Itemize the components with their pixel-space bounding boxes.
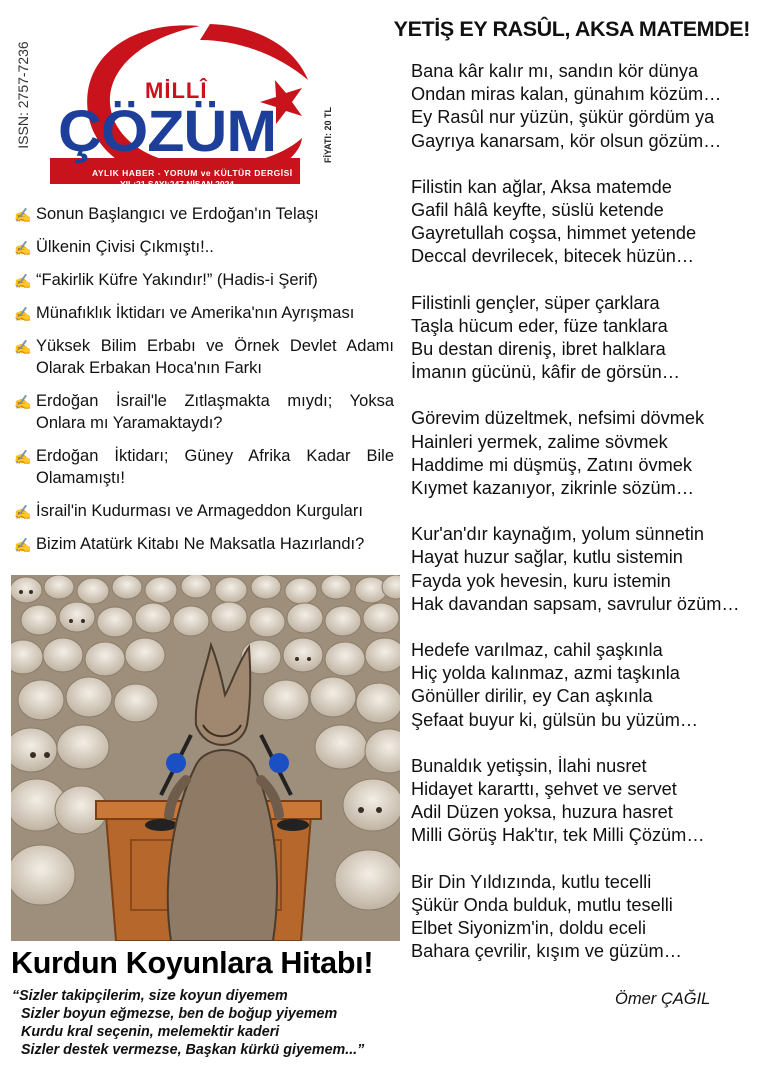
poem-line: Haddime mi düşmüş, Zatını övmek [411, 454, 692, 475]
pen-icon: ✍ [14, 339, 32, 355]
poem-line: Gayrıya kanarsam, kör olsun gözüm… [411, 130, 722, 151]
poem-line: Deccal devrilecek, bitecek hüzün… [411, 246, 695, 267]
contents-item: ✍ Ülkenin Çivisi Çıkmıştı!.. [14, 236, 394, 258]
pen-icon: ✍ [14, 240, 32, 256]
poem-line: Gayretullah coşsa, himmet yetende [411, 223, 697, 244]
pen-icon: ✍ [14, 207, 32, 223]
contents-item: ✍ Yüksek Bilim Erbabı ve Örnek Devlet Adamı Olarak Erbakan Hoca'nın Farkı [14, 337, 394, 377]
poem-line: Hak davandan sapsam, savrulur özüm… [411, 593, 740, 614]
price-label: FİYATI: 20 TL [323, 106, 333, 164]
poem-line: Şefaat buyur ki, gülsün bu yüzüm… [411, 709, 699, 730]
poem-line: Filistinli gençler, süper çarklara [411, 292, 660, 313]
poem-title: YETİŞ EY RASÛL, AKSA MATEMDE! [393, 17, 750, 41]
poem-line: Hainleri yermek, zalime sövmek [411, 431, 668, 452]
logo-top-word: MİLLÎ [145, 78, 208, 103]
logo-main-word: ÇÖZÜM [58, 99, 277, 164]
poem-line: Kıymet kazanıyor, zikrinle sözüm… [411, 478, 695, 499]
quote-line: Sizler boyun eğmezse, ben de boğup yiyemem [21, 1006, 338, 1022]
poem-stanza [411, 60, 756, 153]
logo-issue: YIL:21 SAYI:247 NİSAN 2024 [120, 179, 235, 189]
poem-body [411, 60, 756, 987]
logo-tagline: AYLIK HABER - YORUM ve KÜLTÜR DERGİSİ [92, 168, 293, 178]
contents-item: ✍ Erdoğan İsrail'le Zıtlaşmakta mıydı; Yoksa Onlara mı Yaramaktaydı? [14, 392, 394, 432]
pen-icon: ✍ [14, 306, 32, 322]
poem-author: Ömer ÇAĞIL [615, 990, 711, 1008]
poem-stanza [411, 292, 756, 385]
pen-icon: ✍ [14, 504, 32, 520]
contents-item: ✍ “Fakirlik Küfre Yakındır!” (Hadis-i Şerif) [14, 269, 394, 291]
poem-stanza [411, 755, 756, 848]
cover-headline: Kurdun Koyunlara Hitabı! [11, 946, 374, 980]
cover-illustration [11, 575, 400, 941]
quote-line: Sizler destek vermezse, Başkan kürkü giyemem...” [21, 1042, 365, 1058]
poem-line: Ey Rasûl nur yüzün, şükür gördüm ya [411, 107, 715, 128]
poem-stanza [411, 871, 756, 964]
poem-stanza [411, 639, 756, 732]
pen-icon: ✍ [14, 449, 32, 465]
issn-label: ISSN: 2757-7236 [15, 41, 31, 149]
poem-line: Fayda yok hevesin, kuru istemin [411, 570, 671, 591]
poem-line: Bahara çevrilir, kışım ve güzüm… [411, 941, 682, 962]
pen-icon: ✍ [14, 537, 32, 553]
poem-stanza [411, 523, 756, 616]
poem-line: Kur'an'dır kaynağım, yolum sünnetin [411, 524, 705, 545]
poem-line: Şükür Onda bulduk, mutlu teselli [411, 894, 673, 915]
poem-line: İmanın gücünü, kâfir de görsün… [411, 362, 680, 383]
magazine-logo [40, 18, 340, 193]
poem-line: Görevim düzeltmek, nefsimi dövmek [411, 408, 705, 429]
poem-line: Bunaldık yetişsin, İlahi nusret [411, 755, 647, 776]
contents-item: ✍ Bizim Atatürk Kitabı Ne Maksatla Hazırlandı? [14, 533, 394, 555]
poem-line: Hayat huzur sağlar, kutlu sistemin [411, 547, 683, 568]
poem-line: Taşla hücum eder, füze tanklara [411, 315, 668, 336]
poem-line: Filistin kan ağlar, Aksa matemde [411, 176, 672, 197]
poem-line: Ondan miras kalan, günahım közüm… [411, 84, 722, 105]
poem-line: Elbet Siyonizm'in, doldu eceli [411, 918, 646, 939]
poem-line: Gafil hâlâ keyfte, süslü ketende [411, 200, 664, 221]
poem-line: Milli Görüş Hak'tır, tek Milli Çözüm… [411, 825, 705, 846]
contents-item: ✍ Erdoğan İktidarı; Güney Afrika Kadar Bile Olamamıştı! [14, 447, 394, 487]
contents-item: ✍ Sonun Başlangıcı ve Erdoğan'ın Telaşı [14, 203, 394, 225]
quote-line: “Sizler takipçilerim, size koyun diyemem [12, 988, 288, 1004]
poem-line: Bu destan direniş, ibret halklara [411, 339, 666, 360]
cover-quote [12, 987, 402, 1059]
poem-line: Gönüller dirilir, ey Can aşkınla [411, 686, 653, 707]
contents-item: ✍ Münafıklık İktidarı ve Amerika'nın Ayrışması [14, 302, 394, 324]
poem-line: Bana kâr kalır mı, sandın kör dünya [411, 61, 699, 81]
poem-line: Hedefe varılmaz, cahil şaşkınla [411, 640, 663, 661]
wolf-sheep-illustration [11, 575, 400, 941]
contents-list [14, 203, 394, 566]
poem-line: Bir Din Yıldızında, kutlu tecelli [411, 871, 652, 892]
pen-icon: ✍ [14, 394, 32, 410]
poem-stanza [411, 176, 756, 269]
quote-line: Kurdu kral seçenin, melemektir kaderi [21, 1024, 280, 1040]
poem-line: Adil Düzen yoksa, huzura hasret [411, 802, 673, 823]
poem-line: Hidayet kararttı, şehvet ve servet [411, 779, 677, 800]
contents-item: ✍ İsrail'in Kudurması ve Armageddon Kurguları [14, 500, 394, 522]
pen-icon: ✍ [14, 273, 32, 289]
poem-stanza [411, 407, 756, 500]
poem-line: Hiç yolda kalınmaz, azmi taşkınla [411, 663, 680, 684]
